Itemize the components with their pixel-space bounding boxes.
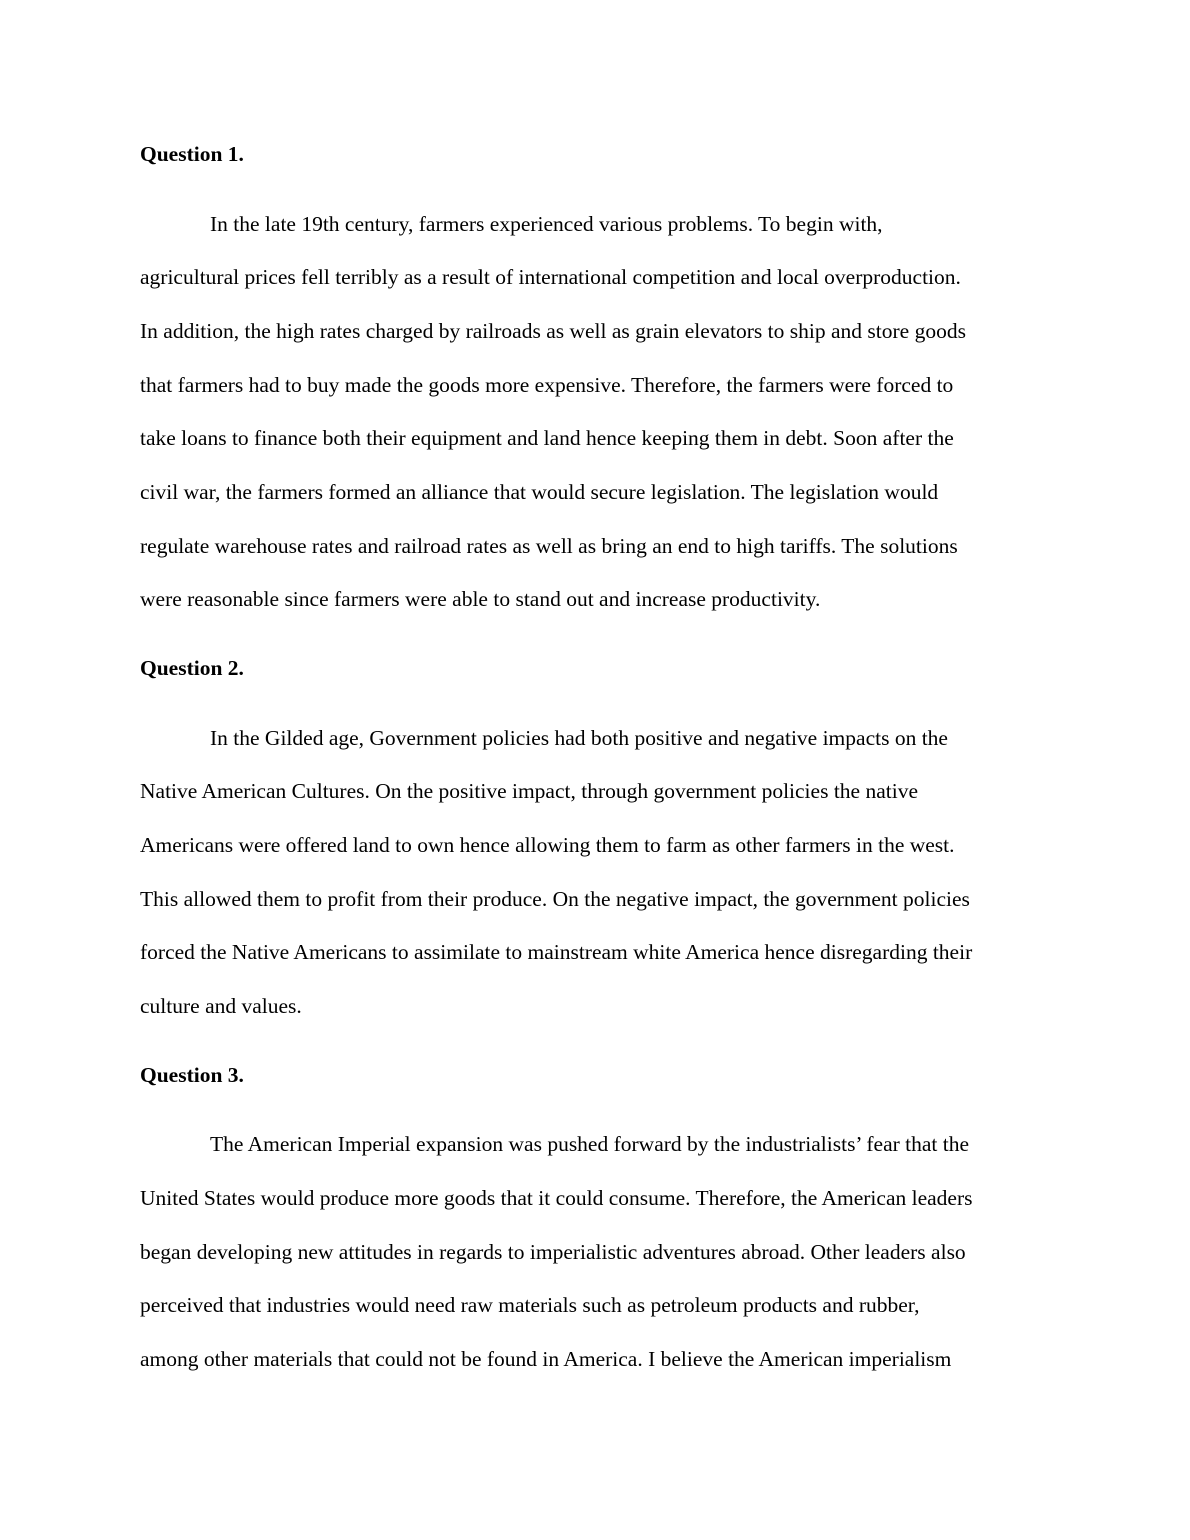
paragraph-line: In addition, the high rates charged by railroads as well as grain elevators to ship and store goods [140, 319, 966, 343]
section-heading-2: Question 2. [140, 656, 244, 680]
paragraph-line: United States would produce more goods that it could consume. Therefore, the American leaders [140, 1186, 973, 1210]
paragraph-line: Native American Cultures. On the positive impact, through government policies the native [140, 779, 918, 803]
paragraph-line: perceived that industries would need raw materials such as petroleum products and rubber, [140, 1293, 920, 1317]
paragraph-line: take loans to finance both their equipment and land hence keeping them in debt. Soon after the [140, 426, 954, 450]
paragraph-line: forced the Native Americans to assimilate to mainstream white America hence disregarding their [140, 940, 973, 964]
paragraph-line: agricultural prices fell terribly as a result of international competition and local overproduction. [140, 265, 961, 289]
paragraph-line: civil war, the farmers formed an alliance that would secure legislation. The legislation would [140, 480, 939, 504]
paragraph-line: were reasonable since farmers were able to stand out and increase productivity. [140, 587, 821, 611]
paragraph-line: This allowed them to profit from their produce. On the negative impact, the government policies [140, 887, 970, 911]
paragraph-line: The American Imperial expansion was pushed forward by the industrialists’ fear that the [210, 1132, 970, 1156]
paragraph-line: Americans were offered land to own hence allowing them to farm as other farmers in the west. [140, 833, 955, 857]
paragraph-line: began developing new attitudes in regards to imperialistic adventures abroad. Other leaders also [140, 1240, 966, 1264]
section-heading-3: Question 3. [140, 1063, 244, 1087]
paragraph-line: In the Gilded age, Government policies had both positive and negative impacts on the [210, 726, 948, 750]
section-heading-1: Question 1. [140, 142, 244, 166]
paragraph-line: regulate warehouse rates and railroad rates as well as bring an end to high tariffs. The solutions [140, 534, 958, 558]
paragraph-line: In the late 19th century, farmers experienced various problems. To begin with, [210, 212, 883, 236]
paragraph-line: that farmers had to buy made the goods more expensive. Therefore, the farmers were forced to [140, 373, 954, 397]
paragraph-line: among other materials that could not be found in America. I believe the American imperialism [140, 1347, 952, 1371]
paragraph-line: culture and values. [140, 994, 302, 1018]
